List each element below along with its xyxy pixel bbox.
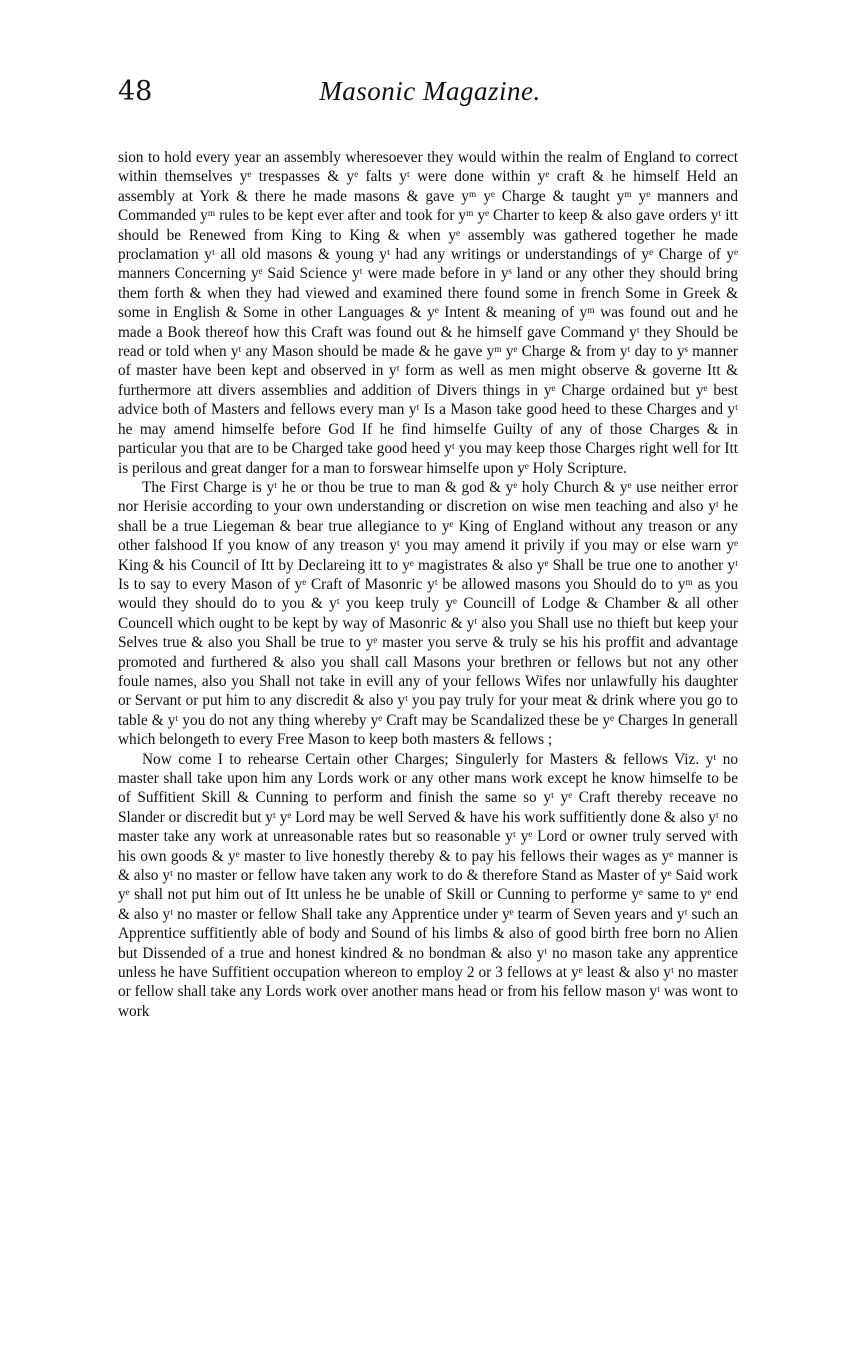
- article-body: [118, 148, 738, 1021]
- page-header: [118, 76, 742, 126]
- paragraph-continued: sion to hold every year an assembly wheresoever they would within the realm of England to correct within themselves yᵉ trespasses & yᵉ falts yᵗ were done within yᵉ craft & he himself Held an assembly at York & there he made masons & gave yᵐ yᵉ Charge & taught yᵐ yᵉ manners and Commanded yᵐ rules to be kept ever after and took for yᵐ yᵉ Charter to keep & also gave orders yᵗ itt should be Renewed from King to King & when yᵉ assembly was gathered together he made proclamation yᵗ all old masons & young yᵗ had any writings or understandings of yᵉ Charge of yᵉ manners Concerning yᵉ Said Science yᵗ were made before in yˢ land or any other they should bring them forth & when they had viewed and examined there found some in french Some in Greek & some in English & Some in other Languages & yᵉ Intent & meaning of yᵐ was found out and he made a Book thereof how this Craft was found out & he himself gave Command yᵗ they Should be read or told when yᵗ any Mason should be made & he gave yᵐ yᵉ Charge & from yᵗ day to yˢ manner of master have been kept and observed in yᵗ form as well as men might observe & governe Itt & furthermore att divers assemblies and addition of Divers things in yᵉ Charge ordained but yᵉ best advice both of Masters and fellows every man yᵗ Is a Mason take good heed to these Charges and yᵗ he may amend himselfe before God If he find himselfe Guilty of any of those Charges & in particular you that are to be Charged take good heed yᵗ you may keep those Charges right well for Itt is perilous and great danger for a man to forswear himselfe upon yᵉ Holy Scripture.: [118, 149, 738, 477]
- page-number: 48: [118, 76, 153, 107]
- paragraph-first-charge: The First Charge is yᵗ he or thou be true to man & god & yᵉ holy Church & yᵉ use neither error nor Herisie according to your own understanding or discretion on wise men teaching and also yᵗ he shall be a true Liegeman & bear true allegiance to yᵉ King of England without any treason or any other falshood If you know of any treason yᵗ you may amend it privily if you may or else warn yᵉ King & his Council of Itt by Declareing itt to yᵉ magistrates & also yᵉ Shall be true one to another yᵗ Is to say to every Mason of yᵉ Craft of Masonric yᵗ be allowed masons you Should do to yᵐ as you would they should do to you & yᵗ you keep truly yᵉ Councill of Lodge & Chamber & all other Councell which ought to be kept by way of Masonric & yᵗ also you Shall use no thieft but keep your Selves true & also you Shall be true to yᵉ master you serve & truly se his his proffit and advantage promoted and furthered & also you shall call Masons your brethren or fellows but not any other foule names, also you Shall not take in evill any of your fellows Wifes nor unlawfully his daughter or Servant or put him to any discredit & also yᵗ you pay truly for your meat & drink where you go to table & yᵗ you do not any thing whereby yᵉ Craft may be Scandalized these be yᵉ Charges In generall which belongeth to every Free Mason to keep both masters & fellows ;: [118, 478, 738, 749]
- running-head-title: Masonic Magazine.: [319, 76, 541, 106]
- paragraph-other-charges: Now come I to rehearse Certain other Charges; Singulerly for Masters & fellows Viz. yᵗ no master shall take upon him any Lords work or any other mans work except he know himselfe to be of Suffitient Skill & Cunning to perform and finish the same so yᵗ yᵉ Craft thereby receave no Slander or discredit but yᵗ yᵉ Lord may be well Served & have his work suffitiently done & also yᵗ no master take any work at unreasonable rates but so reasonable yᵗ yᵉ Lord or owner truly served with his own goods & yᵉ master to live honestly thereby & to pay his fellows their wages as yᵉ manner is & also yᵗ no master or fellow have taken any work to do & therefore Stand as Master of yᵉ Said work yᵉ shall not put him out of Itt unless he be unable of Skill or Cunning to performe yᵉ same to yᵉ end & also yᵗ no master or fellow Shall take any Apprentice under yᵉ tearm of Seven years and yᵗ such an Apprentice suffitiently able of body and Sound of his limbs & also of good birth free born no Alien but Dissended of a true and honest kindred & no bondman & also yᵗ no mason take any apprentice unless he have Suffitient occupation whereon to employ 2 or 3 fellows at yᵉ least & also yᵗ no master or fellow shall take any Lords work over another mans head or from his fellow mason yᵗ was wont to work: [118, 750, 738, 1020]
